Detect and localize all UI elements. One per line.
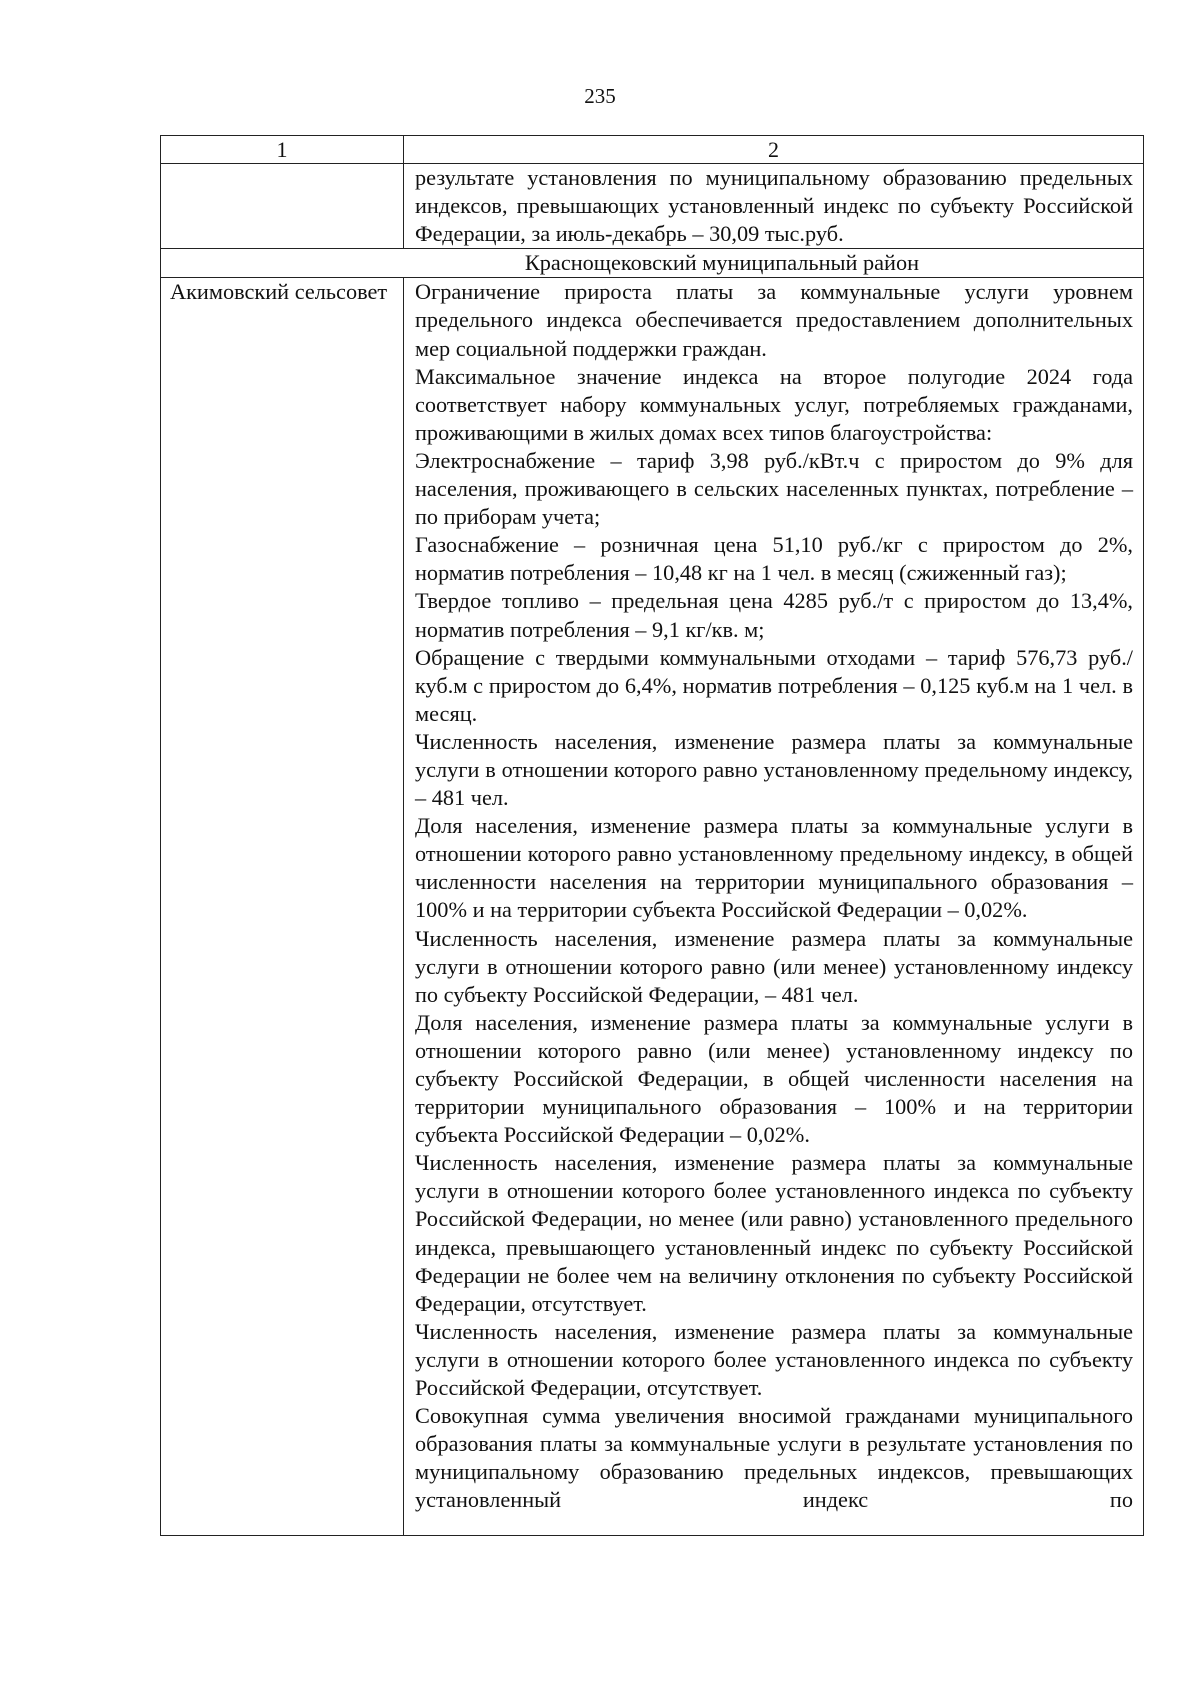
section-title: Краснощековский муниципальный район <box>524 250 920 276</box>
table-header-row <box>161 136 1144 164</box>
section-row <box>161 249 1144 278</box>
column-header-1: 1 <box>161 136 404 164</box>
continuation-name-cell <box>161 164 404 249</box>
paragraph: Совокупная сумма увеличения вносимой гражданами муниципального образования платы за коммунальные услуги в результате установления по муниципальному образованию предельных индексов, превышающих установленный индекс по <box>415 1403 1133 1513</box>
paragraph: Обращение с твердыми коммунальными отходами – тариф 576,73 руб./куб.м с приростом до 6,4%, норматив потребления – 0,125 куб.м на 1 чел. в месяц. <box>415 644 1133 726</box>
page-number: 235 <box>584 84 616 108</box>
paragraph: Доля населения, изменение размера платы за коммунальные услуги в отношении которого равно (или менее) установленному индексу по субъекту Российской Федерации, в общей численности населения на территории муниципального образования – 100% и на территории субъекта Российской Федерации – 0,02%. <box>415 1009 1133 1148</box>
paragraph: Ограничение прироста платы за коммунальные услуги уровнем предельного индекса обеспечивается предоставлением дополнительных мер социальной поддержки граждан. <box>415 279 1133 361</box>
paragraph: Численность населения, изменение размера платы за коммунальные услуги в отношении которого равно (или менее) установленному индексу по субъекту Российской Федерации, – 481 чел. <box>415 925 1133 1007</box>
document-table <box>160 135 1144 1536</box>
municipality-name-cell <box>161 278 404 1536</box>
table-row <box>161 278 1144 1536</box>
paragraph: Доля населения, изменение размера платы за коммунальные услуги в отношении которого равно установленному предельному индексу, в общей численности населения на территории муниципального образования – 100% и на территории субъекта Российской Федерации – 0,02%. <box>415 813 1133 923</box>
paragraph: Численность населения, изменение размера платы за коммунальные услуги в отношении которого более установленного индекса по субъекту Российской Федерации, но менее (или равно) установленного предельного индекса, превышающего установленный индекс по субъекту Российской Федерации не более чем на величину отклонения по субъекту Российской Федерации, отсутствует. <box>415 1150 1133 1316</box>
paragraph: Электроснабжение – тариф 3,98 руб./кВт.ч с приростом до 9% для населения, проживающего в сельских населенных пунктах, потребление – по приборам учета; <box>415 447 1133 530</box>
column-header-2: 2 <box>404 136 1144 164</box>
paragraph: Газоснабжение – розничная цена 51,10 руб./кг с приростом до 2%, норматив потребления – 10,48 кг на 1 чел. в месяц (сжиженный газ); <box>415 532 1133 586</box>
municipality-name: Акимовский сельсовет <box>170 279 388 305</box>
section-cell <box>161 249 1144 278</box>
paragraph: Численность населения, изменение размера платы за коммунальные услуги в отношении которого более установленного индекса по субъекту Российской Федерации, отсутствует. <box>415 1318 1133 1401</box>
continuation-text-cell <box>404 164 1144 249</box>
paragraph: Численность населения, изменение размера платы за коммунальные услуги в отношении которого равно установленному предельному индексу, – 481 чел. <box>415 728 1133 811</box>
continuation-paragraph: результате установления по муниципальному образованию предельных индексов, превышающих установленный индекс по субъекту Российской Федерации, за июль-декабрь – 30,09 тыс.руб. <box>415 165 1133 247</box>
municipality-text-cell <box>404 278 1144 1536</box>
continuation-row <box>161 164 1144 249</box>
paragraph: Максимальное значение индекса на второе полугодие 2024 года соответствует набору коммунальных услуг, потребляемых гражданами, проживающими в жилых домах всех типов благоустройства: <box>415 363 1133 445</box>
paragraph: Твердое топливо – предельная цена 4285 руб./т с приростом до 13,4%, норматив потребления – 9,1 кг/кв. м; <box>415 588 1133 642</box>
